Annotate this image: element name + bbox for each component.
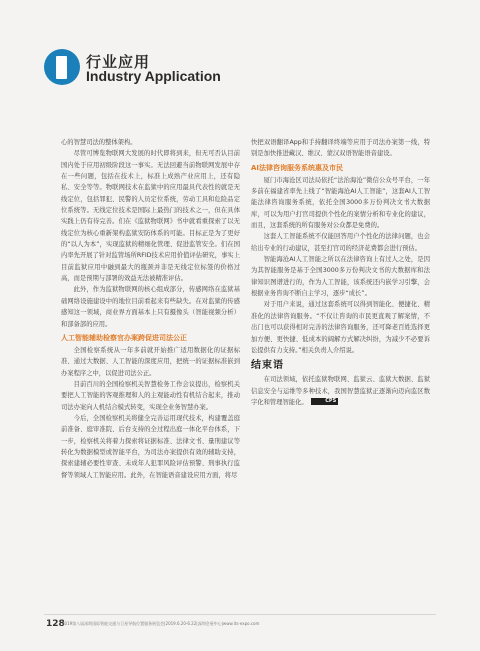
paragraph: 全国检察系统从一年多前就开始推广适用数据化的证据标准、通过大数据、人工智能的深度应用，把统一的证据标准嵌到办案程序之中，以促进司法公正。	[61, 346, 240, 377]
conclusion-heading: 结束语	[251, 360, 284, 372]
paragraph: 这套人工智能系统不仅能回答用户个性化的法律问题，也会给出专业的行动建议，甚至打官司的经济花费都会进行预估。	[251, 233, 430, 252]
left-column	[61, 137, 240, 481]
paragraph: 尽管可博览物联网大发展的时代即将到来，但无可否认目前国内处于应用初级阶段这一事实。无法回避当前物联网发展中存在一些问题，包括在技术上，标准上成熟产业应用上，还有隐私、安全等等。物联网技术在监狱中的应用最具代表性的就是无线定位，包括罪犯、民警的人员定位系统，劳动工具和危险品定位系统等。无线定位技术是国际上最热门的技术之一，但在具体实践上仍有待完善。们在《监狱物联网》书中就看重探索了以无线定位为核心重新架构监狱安防体系的可能。目标正是为了更好的“以人为本”，实现监狱的精细化管理、促进监管安全。们在国内率先开展了针对监管场所RFID技术应用价值评估研究，事实上目前监狱应用中融到最大的瓶颈并非是无线定位标签的价格过高，而是预期与部署的效益无法被精准评估。	[61, 150, 240, 283]
badge-bar-mark	[56, 56, 67, 79]
cps-logo: CPS	[311, 398, 339, 405]
paragraph: 今后，全国检察机关将健全完善运用现代技术，构建覆盖庭前准备、庭审准院、后台支持的全过程出庭一体化平台体系，下一步，检察机关将着力探索将证据标准、法律文书、量刑建议等转化为数据模型或智能平台，为司法办案提供有效的辅助支持，探索建辅必要性审查、未成年人犯罪风险评估预警、刑事执行监督等领域人工智能应用。此外，在智能语音建设应用方面，将尽	[61, 414, 240, 479]
page-number: 128	[46, 619, 65, 629]
paragraph: 目前百川的全国检察机关智慧检务工作会议提出，检察机关要把人工智能的客观推理和人的主观能动性有机结合起来，推动司法办案向人机结合模式转变，实现全业务智慧办案。	[61, 380, 240, 411]
paragraph: 厦门市海沧区司法局依托“法治海沧”微信公众号平台，一年多前在福建省率先上线了“智能海沧AI人工智能”，这套AI人工智能法律咨询服务系统，依托全国3000多万份判决文书大数据库，可以为用户打官司提供个性化的案情分析和专业化的建议，而且，这套系统的所有服务对公众都是免费的。	[251, 176, 430, 230]
paragraph	[251, 374, 430, 408]
paragraph: 对于用户来说，通过这套系统可以得到智能化、便捷化、精准化的法律咨询服务。“不仅让咨询的市民更直观了解案情，不出门也可以获得相对完善的法律咨询服务，还可降老百姓选择更加方便、更快捷、低成本的阔解方式解决纠纷，为减少不必要诉讼提供有力支持。”相关负责人介绍说。	[251, 301, 430, 354]
footer-divider	[44, 614, 436, 615]
paragraph: 心的智慧司法的整体架构。	[61, 139, 137, 146]
subheading: AI法律咨询服务系统惠及市民	[251, 163, 344, 172]
section-title-cn: 行业应用	[86, 53, 151, 71]
section-title-en: Industry Application	[86, 68, 221, 84]
conclusion-text: 在司法领域，依托监狱物联网、监狱云、监狱大数据、监狱信息安全与运维等多种技术，我国智慧监狱正逐渐向迈向监区数字化和管理智能化。	[251, 376, 430, 406]
paragraph: 快把双语翻译App和手持翻译终端等应用于司法办案第一线，特别是加快推进藏汉、维汉、蒙汉双语智能语音建设。	[251, 139, 430, 158]
paragraph: 智能海沧AI人工智能之所以在法律咨询上有过人之处，是因为其智能服务是基于全国3000多万份判决文书的大数据库和法律知识图谱进行的，作为人工智能，该系统还内嵌学习引擎，会根据业务咨询不断自主学习，逐步“成长”。	[251, 256, 430, 298]
footer-text: 2019第八届深圳国际智能交通与卫星导航位置服务展览会|2019.6.20-6.22|深圳会展中心|www.its-expo.com	[62, 621, 260, 626]
right-column	[251, 137, 430, 408]
subheading: 人工智能辅助检察官办案跨促进司法公正	[61, 333, 187, 342]
paragraph: 此外，作为监狱物联网的核心组成部分，传感网络在监狱基础网络设施建设中的地位目前看起来有些缺失。在对监狱的传感感知这一领域，商业界方面基本上只有摄像头（智能视频分析）和部备部的应用。	[61, 286, 240, 328]
